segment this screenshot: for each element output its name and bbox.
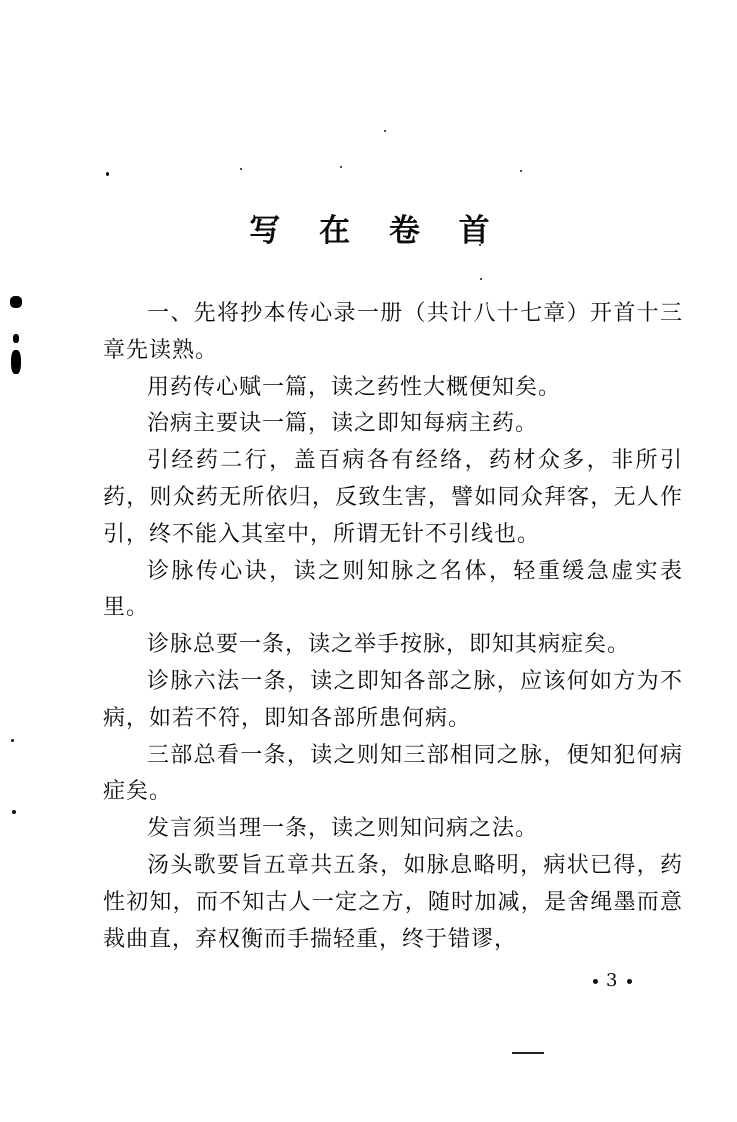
paragraph: 诊脉传心诀，读之则知脉之名体，轻重缓急虚实表里。 <box>103 558 683 621</box>
paragraph: 汤头歌要旨五章共五条，如脉息略明，病状已得，药性初知，而不知古人一定之方，随时加减，是舍绳墨而意裁曲直，弃权衡而手揣轻重，终于错谬， <box>103 852 683 952</box>
paragraph: 治病主要诀一篇，读之即知每病主药。 <box>147 411 539 437</box>
paragraph: 三部总看一条，读之则知三部相同之脉，便知犯何病症矣。 <box>103 742 683 805</box>
body-text <box>103 296 683 958</box>
paragraph: 引经药二行，盖百病各有经络，药材众多，非所引药，则众药无所依归，反致生害，譬如同众拜客，无人作引，终不能入其室中，所谓无针不引线也。 <box>103 448 683 547</box>
page-number <box>585 970 640 991</box>
paragraph: 诊脉总要一条，读之举手按脉，即知其病症矣。 <box>147 632 631 658</box>
paragraph: 诊脉六法一条，读之即知各部之脉，应该何如方为不病，如若不符，即知各部所患何病。 <box>103 668 683 731</box>
paragraph: 一、先将抄本传心录一册（共计八十七章）开首十三章先读熟。 <box>103 301 683 363</box>
page-title: 写 在 卷 首 <box>249 212 504 249</box>
paragraph: 发言须当理一条，读之则知问病之法。 <box>147 816 539 842</box>
bullet-dot-icon <box>593 979 598 984</box>
paragraph: 用药传心赋一篇，读之药性大概便知矣。 <box>147 374 562 400</box>
bullet-dot-icon <box>627 979 632 984</box>
page-number-value: 3 <box>606 970 620 991</box>
footer-rule <box>512 1052 544 1054</box>
